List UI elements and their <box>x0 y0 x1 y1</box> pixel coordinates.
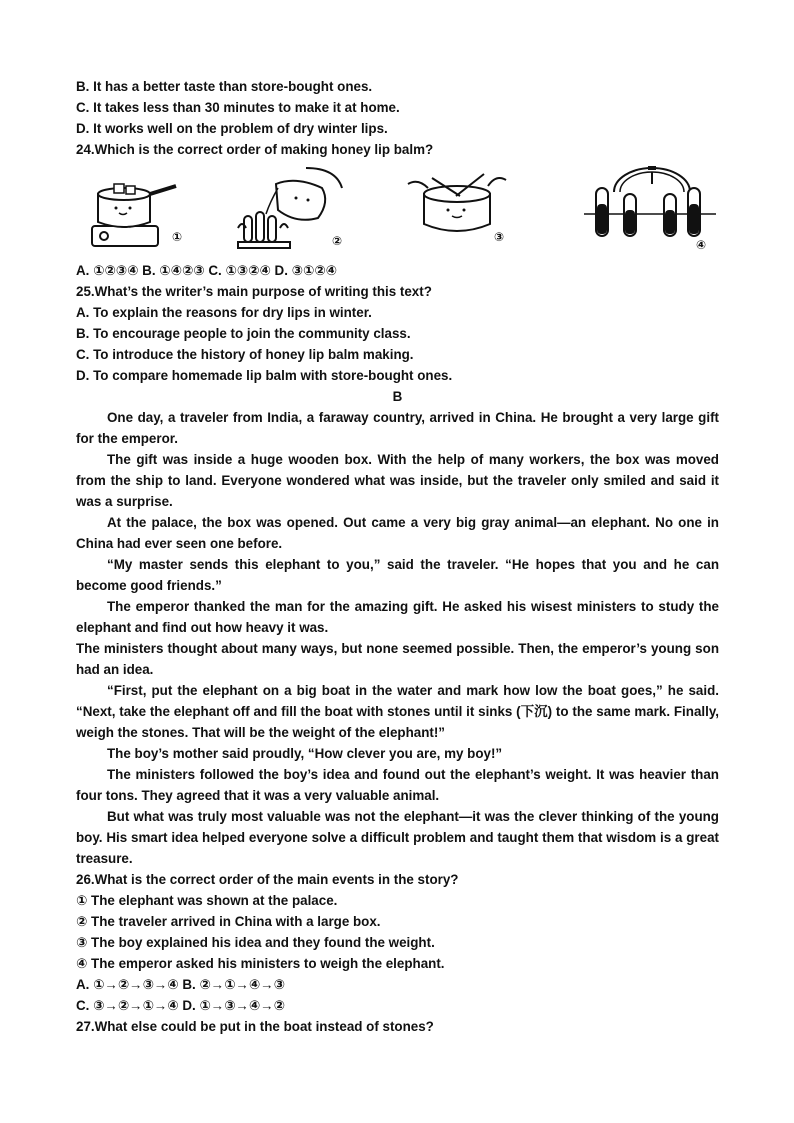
q24-figures <box>76 164 719 256</box>
stirring-figure <box>402 164 512 252</box>
story-paragraph: The ministers followed the boy’s idea and found out the elephant’s weight. It was heavier than four tons. They agreed that it was a very valuable animal. <box>76 767 719 803</box>
story-paragraph: The ministers thought about many ways, but none seemed possible. Then, the emperor’s young son had an idea. <box>76 641 719 677</box>
q25-option-d: D. To compare homemade lip balm with store-bought ones. <box>76 368 453 383</box>
story-paragraph: One day, a traveler from India, a faraway country, arrived in China. He brought a very large gift for the emperor. <box>76 410 719 446</box>
pot-on-stove-figure <box>84 164 184 252</box>
q23-option-b: B. It has a better taste than store-bought ones. <box>76 79 373 94</box>
pot-on-stove-icon <box>84 164 184 252</box>
q25-option-b: B. To encourage people to join the community class. <box>76 326 411 341</box>
story-paragraph: The gift was inside a huge wooden box. With the help of many workers, the box was moved from the ship to land. Everyone wondered what was inside, but the traveler only smiled and said it was a surprise. <box>76 452 719 509</box>
q25-question: 25.What’s the writer’s main purpose of writing this text? <box>76 284 432 299</box>
story-paragraph: “My master sends this elephant to you,” said the traveler. “He hopes that you and he can become good friends.” <box>76 557 719 593</box>
figure-label-4: ④ <box>696 238 707 252</box>
q26-event-1: ① The elephant was shown at the palace. <box>76 893 338 908</box>
q25-option-a: A. To explain the reasons for dry lips in winter. <box>76 305 372 320</box>
q27-question: 27.What else could be put in the boat instead of stones? <box>76 1019 434 1034</box>
story-paragraph: The boy’s mother said proudly, “How clever you are, my boy!” <box>107 746 503 761</box>
q26-event-4: ④ The emperor asked his ministers to weigh the elephant. <box>76 956 445 971</box>
exam-page <box>76 76 719 1037</box>
figure-label-1: ① <box>172 230 183 244</box>
story-paragraph: The emperor thanked the man for the amazing gift. He asked his wisest ministers to study the elephant and find out how heavy it was. <box>76 599 719 635</box>
pouring-into-tubes-icon <box>236 164 346 252</box>
q24-options: A. ①②③④ B. ①④②③ C. ①③②④ D. ③①②④ <box>76 263 338 278</box>
story-paragraph: At the palace, the box was opened. Out came a very big gray animal—an elephant. No one in China had ever seen one before. <box>76 515 719 551</box>
story-paragraph: But what was truly most valuable was not the elephant—it was the clever thinking of the young boy. His smart idea helped everyone solve a difficult problem and taught them that wisdom is a great treasure. <box>76 809 719 866</box>
q25-option-c: C. To introduce the history of honey lip balm making. <box>76 347 414 362</box>
q26-options-row-2: C. ③→②→①→④ D. ①→③→④→② <box>76 998 285 1013</box>
q26-question: 26.What is the correct order of the main events in the story? <box>76 872 459 887</box>
section-heading-b: B <box>392 389 403 404</box>
pouring-figure <box>236 164 346 252</box>
q23-option-d: D. It works well on the problem of dry winter lips. <box>76 121 388 136</box>
q26-event-3: ③ The boy explained his idea and they found the weight. <box>76 935 435 950</box>
figure-label-3: ③ <box>494 230 505 244</box>
figure-label-2: ② <box>332 234 343 248</box>
q23-option-c: C. It takes less than 30 minutes to make it at home. <box>76 100 400 115</box>
q24-question: 24.Which is the correct order of making honey lip balm? <box>76 142 434 157</box>
story-paragraph: “First, put the elephant on a big boat in the water and mark how low the boat goes,” he said. “Next, take the elephant off and fill the boat with stones until it sinks (下沉) to the same mark. Finally, weigh the stones. That will be the weight of the elephant!” <box>76 683 719 740</box>
q26-event-2: ② The traveler arrived in China with a large box. <box>76 914 381 929</box>
q26-options-row-1: A. ①→②→③→④ B. ②→①→④→③ <box>76 977 285 992</box>
tubes-clock-figure <box>584 164 719 252</box>
